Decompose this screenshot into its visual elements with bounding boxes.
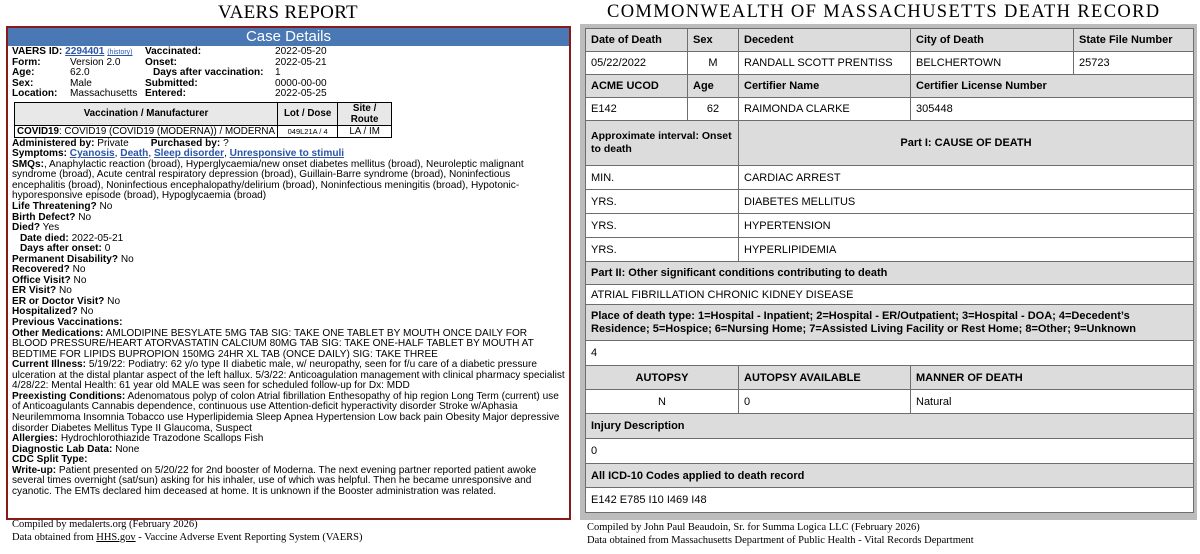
sex-label: Sex: bbox=[12, 77, 34, 89]
age-header: Age bbox=[688, 75, 739, 98]
acme-ucod-value: E142 bbox=[586, 98, 688, 121]
vaccinated-value: 2022-05-20 bbox=[275, 46, 327, 57]
other-medications-row bbox=[12, 329, 565, 361]
certifier-name-header: Certifier Name bbox=[739, 75, 911, 98]
date-of-death-value: 05/22/2022 bbox=[586, 52, 688, 75]
vaers-case-box bbox=[6, 26, 571, 520]
life-threatening-row bbox=[12, 202, 565, 213]
vax-manufacturer-header: Vaccination / Manufacturer bbox=[15, 102, 278, 125]
death-footer-line1: Compiled by John Paul Beaudoin, Sr. for Summa Logica LLC (February 2026) bbox=[587, 522, 920, 533]
er-visit-value: No bbox=[58, 285, 72, 297]
vaers-footer-line2 bbox=[12, 532, 362, 545]
hospitalized-label: Hospitalized? bbox=[12, 306, 78, 318]
case-details-header: Case Details bbox=[8, 28, 569, 46]
preexisting-label: Preexisting Conditions: bbox=[12, 390, 126, 402]
vaccination-table bbox=[14, 102, 392, 138]
icd-value-row bbox=[586, 488, 1194, 513]
smqs-value: , Anaphylactic reaction (broad), Hyperglycaemia/new onset diabetes mellitus (broad), Neuroleptic malignant syndrome (broad), Acute central respiratory depression (broad), Guillain-Barre syndrome (broad), Noninfectious encephalitis (broad), Noninfectious encephalopathy/delirium (broad), Noninfectious meningitis (broad), Hypotonic-hyporesponsive episode (broad), Hypoglycaemia (broad) bbox=[12, 158, 524, 202]
office-visit-value: No bbox=[73, 274, 87, 286]
icd-header: All ICD-10 Codes applied to death record bbox=[586, 464, 1194, 488]
cause-text: HYPERLIPIDEMIA bbox=[739, 238, 1194, 262]
died-value: Yes bbox=[42, 222, 60, 234]
vax-lot-cell: 049L21A / 4 bbox=[278, 125, 338, 137]
cause-text: DIABETES MELLITUS bbox=[739, 190, 1194, 214]
cause-text: HYPERTENSION bbox=[739, 214, 1194, 238]
location-value: Massachusetts bbox=[70, 88, 138, 100]
form-value: Version 2.0 bbox=[70, 56, 121, 68]
recovered-row bbox=[12, 265, 565, 276]
autopsy-available-value: 0 bbox=[739, 390, 911, 414]
cause-of-death-header: Part I: CAUSE OF DEATH bbox=[739, 121, 1194, 166]
vaers-id-link[interactable]: 2294401 bbox=[65, 46, 105, 57]
sex-header: Sex bbox=[688, 29, 739, 52]
lab-data-row bbox=[12, 445, 565, 456]
entered-value: 2022-05-25 bbox=[275, 88, 327, 100]
er-doctor-visit-value: No bbox=[107, 295, 121, 307]
death-record-panel bbox=[578, 0, 1200, 554]
office-visit-row bbox=[12, 276, 565, 287]
symptom-link[interactable]: Unresponsive to stimuli bbox=[229, 148, 345, 160]
certifier-name-value: RAIMONDA CLARKE bbox=[739, 98, 911, 121]
vaers-id-row bbox=[12, 47, 145, 58]
onset-label: Onset: bbox=[145, 56, 177, 68]
date-of-death-header: Date of Death bbox=[586, 29, 688, 52]
allergies-value: Hydrochlorothiazide Trazodone Scallops Fish bbox=[60, 433, 264, 445]
vaccinated-label: Vaccinated: bbox=[145, 46, 202, 57]
symptoms-label: Symptoms: bbox=[12, 148, 67, 160]
death-record-footer bbox=[587, 521, 974, 547]
purchased-label: Purchased by: bbox=[150, 137, 221, 149]
icd-value: E142 E785 I10 I469 I48 bbox=[586, 488, 1194, 513]
acme-ucod-header: ACME UCOD bbox=[586, 75, 688, 98]
vaers-report-title: VAERS REPORT bbox=[218, 2, 358, 23]
part2-value: ATRIAL FIBRILLATION CHRONIC KIDNEY DISEASE bbox=[586, 285, 1194, 305]
cause-row bbox=[586, 238, 1194, 262]
hhs-gov-link[interactable]: HHS.gov bbox=[96, 531, 136, 543]
city-of-death-header: City of Death bbox=[911, 29, 1074, 52]
icd-header-row bbox=[586, 464, 1194, 488]
vax-site-header: Site / Route bbox=[338, 102, 392, 125]
days-after-onset-value: 0 bbox=[104, 243, 111, 255]
place-of-death-value: 4 bbox=[586, 341, 1194, 366]
certifier-license-header: Certifier License Number bbox=[911, 75, 1194, 98]
history-link[interactable]: (history) bbox=[107, 49, 133, 56]
location-label: Location: bbox=[12, 88, 58, 100]
smqs-row bbox=[12, 160, 565, 202]
lab-data-value: None bbox=[115, 443, 140, 455]
autopsy-available-header: AUTOPSY AVAILABLE bbox=[739, 366, 911, 390]
writeup-value: Patient presented on 5/20/22 for 2nd booster of Moderna. The next evening partner reported patient awoke several times overnight (sat/sun) asking for his inhaler, use of which was helpful. Then he became unresponsive and cyanotic. The EMTs declared him deceased at home. It is unknown if the Booster administration was related. bbox=[12, 464, 537, 497]
vaccination-table-row bbox=[15, 125, 392, 137]
manner-of-death-header: MANNER OF DEATH bbox=[911, 366, 1194, 390]
preexisting-row bbox=[12, 392, 565, 434]
row2-header bbox=[586, 75, 1194, 98]
cdc-split-label: CDC Split Type: bbox=[12, 454, 88, 466]
permanent-disability-label: Permanent Disability? bbox=[12, 253, 119, 265]
vax-description: : COVID19 (COVID19 (MODERNA)) / MODERNA bbox=[58, 125, 276, 137]
office-visit-label: Office Visit? bbox=[12, 274, 71, 286]
cause-interval: YRS. bbox=[586, 190, 739, 214]
other-medications-label: Other Medications: bbox=[12, 327, 104, 339]
age-label: Age: bbox=[12, 67, 35, 79]
autopsy-values-row bbox=[586, 390, 1194, 414]
smqs-label: SMQs: bbox=[12, 158, 44, 170]
vaers-body bbox=[8, 46, 569, 497]
current-illness-value: 5/19/22: Podiatry: 62 y/o type II diabetic male, w/ neuropathy, seen for f/u care of a diabetic pressure ulceration at the distal plantar aspect of the left hallux. 5/3/22: Anticoagulation management with clinical pharmacy specialist 4/28/22: Mental Health: 61 year old MALE was seen for scheduled follow-up for Dx: MDD bbox=[12, 359, 565, 392]
date-died-value: 2022-05-21 bbox=[71, 232, 124, 244]
recovered-label: Recovered? bbox=[12, 264, 70, 276]
age-value: 62.0 bbox=[70, 67, 90, 79]
er-doctor-visit-label: ER or Doctor Visit? bbox=[12, 295, 105, 307]
autopsy-header-row bbox=[586, 366, 1194, 390]
death-record-table bbox=[585, 28, 1194, 513]
days-after-vax-value: 1 bbox=[275, 67, 281, 79]
symptoms-row: Symptoms: Cyanosis, Death, Sleep disorder, Unresponsive to stimuli bbox=[12, 148, 345, 160]
allergies-label: Allergies: bbox=[12, 433, 58, 445]
onset-value: 2022-05-21 bbox=[275, 56, 327, 68]
injury-value: 0 bbox=[586, 439, 1194, 464]
days-after-onset-label: Days after onset: bbox=[20, 243, 102, 255]
cause-row bbox=[586, 190, 1194, 214]
decedent-value: RANDALL SCOTT PRENTISS bbox=[739, 52, 911, 75]
permanent-disability-value: No bbox=[120, 253, 134, 265]
vax-lot-header: Lot / Dose bbox=[278, 102, 338, 125]
er-doctor-visit-row bbox=[12, 297, 565, 308]
part2-header: Part II: Other significant conditions contributing to death bbox=[586, 262, 1194, 285]
life-threatening-label: Life Threatening? bbox=[12, 201, 97, 213]
er-visit-label: ER Visit? bbox=[12, 285, 57, 297]
vax-type: COVID19 bbox=[17, 125, 59, 137]
vaers-footer bbox=[12, 519, 362, 544]
date-died-label: Date died: bbox=[20, 232, 69, 244]
previous-vaccinations-label: Previous Vaccinations: bbox=[12, 317, 123, 329]
birth-defect-value: No bbox=[78, 211, 92, 223]
interval-header: Approximate interval: Onset to death bbox=[586, 121, 739, 166]
cause-row bbox=[586, 214, 1194, 238]
symptom-link[interactable]: Death bbox=[120, 148, 149, 160]
death-record-frame bbox=[580, 24, 1197, 520]
footer-line2-prefix: Data obtained from bbox=[12, 531, 97, 543]
lab-data-label: Diagnostic Lab Data: bbox=[12, 443, 113, 455]
preexisting-value: Adenomatous polyp of colon Atrial fibrillation Enthesopathy of hip region Long Term (current) use of Anticoagulants Cannabis dependence, continuous use Attention-deficit hyperactivity disorder Stroke w/Aphasia Neurilemmoma Insomnia Tobacco use Hyperlipidemia Sleep Apnea Hypertension Low back pain Obesity Major depressive disorder Diabetes Mellitus Type II Glaucoma, Suspect bbox=[12, 390, 560, 434]
birth-defect-row bbox=[12, 213, 565, 224]
life-threatening-value: No bbox=[99, 201, 113, 213]
autopsy-value: N bbox=[586, 390, 739, 414]
age-value: 62 bbox=[688, 98, 739, 121]
state-file-number-value: 25723 bbox=[1074, 52, 1194, 75]
cause-text: CARDIAC ARREST bbox=[739, 166, 1194, 190]
sex-value: Male bbox=[70, 77, 92, 89]
other-medications-value: AMLODIPINE BESYLATE 5MG TAB SIG: TAKE ONE TABLET BY MOUTH ONCE DAILY FOR BLOOD PRESSURE/HEART ATORVASTATIN CALCIUM 80MG TAB SIG: TAKE ONE-HALF TABLET BY MOUTH AT BEDTIME FOR LIPIDS BUPROPION 150MG 24HR XL TAB (ONCE DAILY) SIG: TAKE THREE bbox=[12, 327, 534, 360]
city-of-death-value: BELCHERTOWN bbox=[911, 52, 1074, 75]
cause-interval: YRS. bbox=[586, 238, 739, 262]
permanent-disability-row bbox=[12, 255, 565, 266]
injury-header: Injury Description bbox=[586, 414, 1194, 439]
administered-label: Administered by: bbox=[12, 137, 95, 149]
cause-interval: YRS. bbox=[586, 214, 739, 238]
vax-manufacturer-cell bbox=[15, 125, 278, 137]
cause-header-row bbox=[586, 121, 1194, 166]
cause-row bbox=[586, 166, 1194, 190]
part2-value-row bbox=[586, 285, 1194, 305]
row1-values bbox=[586, 52, 1194, 75]
certifier-license-value: 305448 bbox=[911, 98, 1194, 121]
place-of-death-header: Place of death type: 1=Hospital - Inpatient; 2=Hospital - ER/Outpatient; 3=Hospital - DOA; 4=Decedent’s Residence; 5=Hospice; 6=Nursing Home; 7=Assisted Living Facility or Rest Home; 8=Other; 9=Unknown bbox=[586, 305, 1194, 341]
current-illness-label: Current Illness: bbox=[12, 359, 87, 371]
symptom-link[interactable]: Cyanosis bbox=[69, 148, 115, 160]
sex-value: M bbox=[688, 52, 739, 75]
death-footer-line2: Data obtained from Massachusetts Department of Public Health - Vital Records Department bbox=[587, 535, 974, 546]
decedent-header: Decedent bbox=[739, 29, 911, 52]
injury-value-row bbox=[586, 439, 1194, 464]
vaers-panel bbox=[4, 0, 572, 554]
row2-values bbox=[586, 98, 1194, 121]
recovered-value: No bbox=[72, 264, 86, 276]
symptom-link[interactable]: Sleep disorder bbox=[153, 148, 225, 160]
purchased-value: ? bbox=[223, 137, 229, 149]
vaccination-table-header bbox=[15, 102, 392, 125]
vaers-id-label: VAERS ID: bbox=[12, 46, 63, 57]
vax-site-cell: LA / IM bbox=[338, 125, 392, 137]
injury-header-row bbox=[586, 414, 1194, 439]
submitted-value: 0000-00-00 bbox=[275, 77, 327, 89]
place-header-row bbox=[586, 305, 1194, 341]
writeup-label: Write-up: bbox=[12, 464, 57, 476]
vaers-footer-line1: Compiled by medalerts.org (February 2026) bbox=[12, 519, 198, 530]
footer-line2-suffix: - Vaccine Adverse Event Reporting System (VAERS) bbox=[135, 531, 363, 543]
hospitalized-value: No bbox=[80, 306, 94, 318]
autopsy-header: AUTOPSY bbox=[586, 366, 739, 390]
death-record-title: COMMONWEALTH OF MASSACHUSETTS DEATH RECORD bbox=[607, 2, 1161, 22]
current-illness-row bbox=[12, 360, 565, 392]
administered-value: Private bbox=[97, 137, 129, 149]
row1-header bbox=[586, 29, 1194, 52]
died-label: Died? bbox=[12, 222, 41, 234]
state-file-number-header: State File Number bbox=[1074, 29, 1194, 52]
place-value-row bbox=[586, 341, 1194, 366]
entered-label: Entered: bbox=[145, 88, 186, 100]
writeup-row bbox=[12, 466, 565, 498]
submitted-label: Submitted: bbox=[145, 77, 198, 89]
days-after-vax-label: Days after vaccination: bbox=[153, 67, 264, 79]
manner-of-death-value: Natural bbox=[911, 390, 1194, 414]
birth-defect-label: Birth Defect? bbox=[12, 211, 76, 223]
cause-interval: MIN. bbox=[586, 166, 739, 190]
case-summary-grid bbox=[12, 47, 565, 100]
form-label: Form: bbox=[12, 56, 41, 68]
part2-header-row bbox=[586, 262, 1194, 285]
